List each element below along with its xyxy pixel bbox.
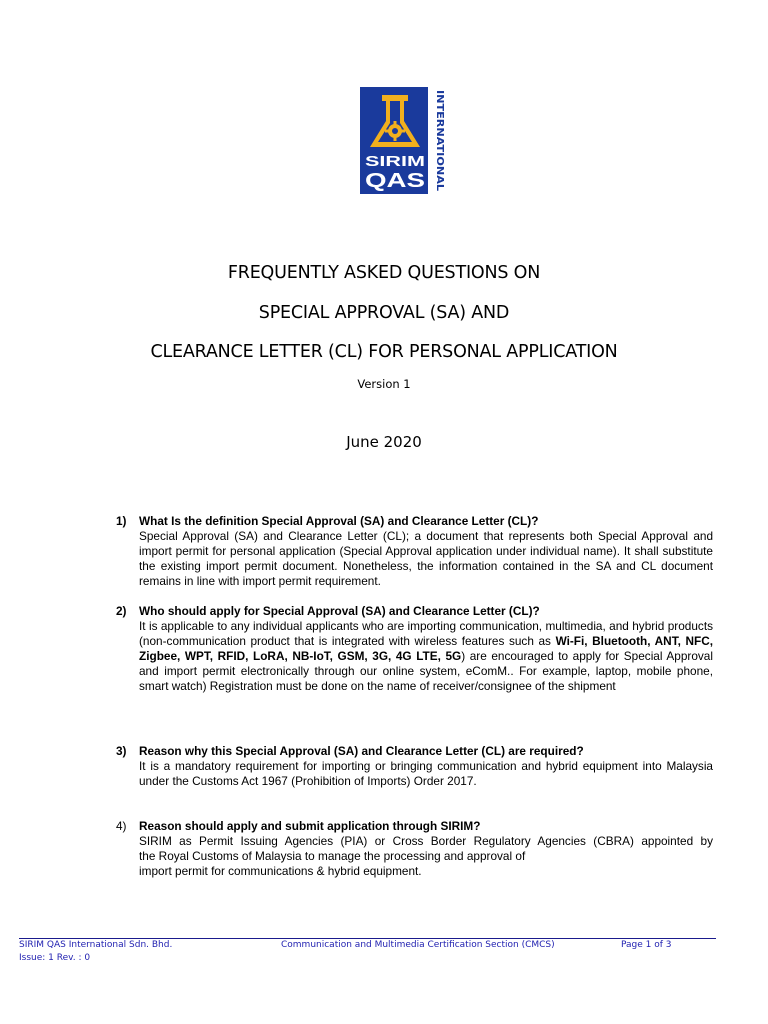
title-line-2: SPECIAL APPROVAL (SA) AND [258, 303, 510, 323]
faq-question: What Is the definition Special Approval (SA) and Clearance Letter (CL)? [139, 514, 539, 528]
title-line-1: FREQUENTLY ASKED QUESTIONS ON [227, 263, 541, 283]
faq-answer-line: import permit for communications & hybrid equipment. [139, 864, 422, 878]
logo-vertical-text: INTERNATIONAL [434, 90, 445, 176]
version-label: Version 1 [357, 377, 411, 391]
faq-answer-text: It is applicable to any individual applicants who are importing communication, multimedia, and hybrid products (non-communication product that is integrated with wireless features such as [139, 619, 713, 648]
footer-issue: Issue: 1 Rev. : 0 [19, 953, 91, 963]
logo-text-qas: QAS [365, 170, 425, 192]
faq-answer [139, 834, 713, 879]
logo-text-sirim: SIRIM [365, 153, 425, 170]
faq-question: Who should apply for Special Approval (SA) and Clearance Letter (CL)? [139, 604, 540, 618]
faq-item-1 [116, 514, 713, 589]
faq-answer-line: SIRIM as Permit Issuing Agencies (PIA) or Cross Border Regulatory Agencies (CBRA) appointed by [139, 834, 713, 848]
footer-divider [19, 938, 716, 939]
faq-item-4 [116, 819, 713, 879]
faq-item-2 [116, 604, 713, 694]
faq-answer-text: ) are encouraged to apply for Special Approval and import permit electronically through our online system, eComM.. For example, laptop, mobile phone, smart watch) Registration must be done on the name of receiver/consignee of the shipment [139, 649, 713, 693]
faq-item-3 [116, 744, 713, 789]
publication-date: June 2020 [346, 433, 422, 451]
wireless-features-list: Wi-Fi, Bluetooth, ANT, NFC, Zigbee, WPT, RFID, LoRA, NB-IoT, GSM, 3G, 4G LTE, 5G [139, 634, 713, 663]
faq-question: Reason why this Special Approval (SA) and Clearance Letter (CL) are required? [139, 744, 584, 758]
faq-number: 1) [116, 514, 127, 528]
faq-number: 3) [116, 744, 127, 758]
faq-answer: Special Approval (SA) and Clearance Letter (CL); a document that represents both Special Approval and import permit for personal application (Special Approval application under individual name). It shall substitute the existing import permit document. Nonetheless, the information contained in the SA and CL document remains in line with import permit requirement. [139, 529, 713, 588]
faq-number: 2) [116, 604, 127, 618]
footer-section: Communication and Multimedia Certification Section (CMCS) [281, 940, 555, 950]
faq-answer-line: the Royal Customs of Malaysia to manage the processing and approval of [139, 849, 526, 863]
title-line-3: CLEARANCE LETTER (CL) FOR PERSONAL APPLICATION [150, 342, 618, 362]
footer-page-number: Page 1 of 3 [621, 940, 672, 950]
faq-answer [139, 619, 713, 694]
faq-answer: It is a mandatory requirement for importing or bringing communication and hybrid equipment into Malaysia under the Customs Act 1967 (Prohibition of Imports) Order 2017. [139, 759, 713, 788]
faq-question: Reason should apply and submit application through SIRIM? [139, 819, 481, 833]
sirim-qas-logo [360, 87, 446, 194]
faq-number: 4) [116, 819, 127, 833]
footer-company: SIRIM QAS International Sdn. Bhd. [19, 940, 173, 950]
